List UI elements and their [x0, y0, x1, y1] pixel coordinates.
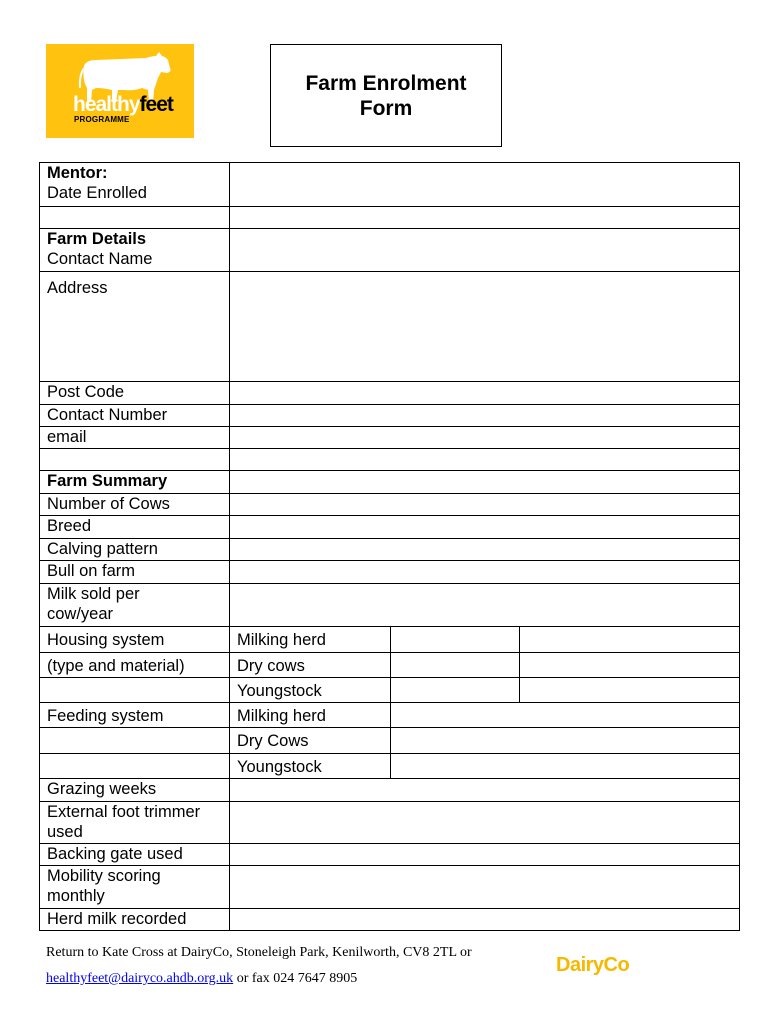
foot-trimmer-row [40, 802, 740, 844]
farm-details-heading: Farm Details [47, 230, 147, 248]
number-of-cows-label: Number of Cows [40, 494, 230, 516]
dairyco-logo: DairyCo [556, 954, 630, 976]
housing-blank-label [40, 678, 230, 703]
feeding-row-2 [40, 728, 740, 754]
logo-brand [73, 94, 173, 115]
enrolment-table [39, 162, 740, 931]
feeding-blank-label [40, 728, 230, 754]
contact-name-field[interactable] [230, 229, 740, 272]
housing-youngstock-label: Youngstock [230, 678, 391, 703]
milk-sold-label-line1: Milk sold per [47, 585, 140, 603]
calving-pattern-row [40, 539, 740, 561]
email-label: email [40, 427, 230, 449]
feeding-milking-herd-field[interactable] [391, 703, 740, 728]
herd-milk-recorded-label: Herd milk recorded [40, 909, 230, 931]
housing-milking-herd-label: Milking herd [230, 627, 391, 653]
housing-system-label: Housing system [40, 627, 230, 653]
footer [46, 940, 472, 992]
breed-field[interactable] [230, 516, 740, 539]
feeding-system-label: Feeding system [40, 703, 230, 728]
mobility-label-line1: Mobility scoring [47, 867, 161, 885]
spacer-field [230, 449, 740, 471]
grazing-weeks-label: Grazing weeks [40, 779, 230, 802]
post-code-field[interactable] [230, 382, 740, 405]
housing-row-3 [40, 678, 740, 703]
mobility-label-cell [40, 866, 230, 909]
bull-on-farm-field[interactable] [230, 561, 740, 584]
backing-gate-label: Backing gate used [40, 844, 230, 866]
spacer-row [40, 207, 740, 229]
post-code-label: Post Code [40, 382, 230, 405]
foot-trimmer-label-line2: used [47, 823, 83, 841]
title-line2: Form [359, 96, 413, 120]
mentor-label-cell [40, 163, 230, 207]
footer-return-address: Return to Kate Cross at DairyCo, Stoneleigh Park, Kenilworth, CV8 2TL or [46, 945, 472, 960]
feeding-youngstock-field[interactable] [391, 754, 740, 779]
mentor-field[interactable] [230, 163, 740, 207]
logo-brand-light: healthy [73, 93, 140, 116]
feeding-youngstock-label: Youngstock [230, 754, 391, 779]
contact-number-label: Contact Number [40, 405, 230, 427]
farm-summary-heading: Farm Summary [40, 471, 230, 494]
healthy-feet-logo [46, 44, 194, 138]
housing-milking-herd-type[interactable] [391, 627, 520, 653]
feeding-milking-herd-label: Milking herd [230, 703, 391, 728]
feeding-dry-cows-label: Dry Cows [230, 728, 391, 754]
grazing-weeks-row [40, 779, 740, 802]
footer-email-link[interactable]: healthyfeet@dairyco.ahdb.org.uk [46, 971, 234, 986]
backing-gate-row [40, 844, 740, 866]
feeding-blank-label [40, 754, 230, 779]
farm-details-row [40, 229, 740, 272]
bull-on-farm-label: Bull on farm [40, 561, 230, 584]
logo-programme: PROGRAMME [74, 115, 130, 124]
farm-details-label-cell [40, 229, 230, 272]
milk-sold-label-line2: cow/year [47, 605, 114, 623]
housing-row-1 [40, 627, 740, 653]
foot-trimmer-field[interactable] [230, 802, 740, 844]
milk-sold-field[interactable] [230, 584, 740, 627]
form-title [270, 44, 502, 147]
foot-trimmer-label-line1: External foot trimmer [47, 803, 201, 821]
feeding-dry-cows-field[interactable] [391, 728, 740, 754]
breed-label: Breed [40, 516, 230, 539]
housing-row-2 [40, 653, 740, 678]
feeding-row-1 [40, 703, 740, 728]
post-code-row [40, 382, 740, 405]
mentor-row [40, 163, 740, 207]
feeding-row-3 [40, 754, 740, 779]
breed-row [40, 516, 740, 539]
spacer-label [40, 449, 230, 471]
housing-youngstock-type[interactable] [391, 678, 520, 703]
housing-system-sublabel: (type and material) [40, 653, 230, 678]
footer-contact-line [46, 966, 472, 992]
mobility-field[interactable] [230, 866, 740, 909]
mentor-label: Mentor: [47, 164, 108, 182]
calving-pattern-label: Calving pattern [40, 539, 230, 561]
calving-pattern-field[interactable] [230, 539, 740, 561]
housing-dry-cows-type[interactable] [391, 653, 520, 678]
contact-name-label: Contact Name [47, 250, 153, 268]
title-line1: Farm Enrolment [305, 71, 467, 95]
footer-fax: or fax 024 7647 8905 [233, 971, 358, 986]
address-field[interactable] [230, 272, 740, 382]
number-of-cows-field[interactable] [230, 494, 740, 516]
contact-number-row [40, 405, 740, 427]
herd-milk-recorded-field[interactable] [230, 909, 740, 931]
spacer-label [40, 207, 230, 229]
logo-brand-dark: feet [139, 93, 173, 116]
housing-dry-cows-label: Dry cows [230, 653, 391, 678]
backing-gate-field[interactable] [230, 844, 740, 866]
mobility-label-line2: monthly [47, 887, 105, 905]
herd-milk-recorded-row [40, 909, 740, 931]
milk-sold-label-cell [40, 584, 230, 627]
housing-youngstock-material[interactable] [520, 678, 740, 703]
foot-trimmer-label-cell [40, 802, 230, 844]
number-of-cows-row [40, 494, 740, 516]
address-label: Address [40, 272, 230, 382]
grazing-weeks-field[interactable] [230, 779, 740, 802]
address-row [40, 272, 740, 382]
email-field[interactable] [230, 427, 740, 449]
email-row [40, 427, 740, 449]
farm-summary-field [230, 471, 740, 494]
milk-sold-row [40, 584, 740, 627]
spacer-field [230, 207, 740, 229]
mobility-scoring-row [40, 866, 740, 909]
spacer-row [40, 449, 740, 471]
bull-on-farm-row [40, 561, 740, 584]
contact-number-field[interactable] [230, 405, 740, 427]
farm-summary-row [40, 471, 740, 494]
housing-dry-cows-material[interactable] [520, 653, 740, 678]
date-enrolled-label: Date Enrolled [47, 184, 147, 202]
housing-milking-herd-material[interactable] [520, 627, 740, 653]
